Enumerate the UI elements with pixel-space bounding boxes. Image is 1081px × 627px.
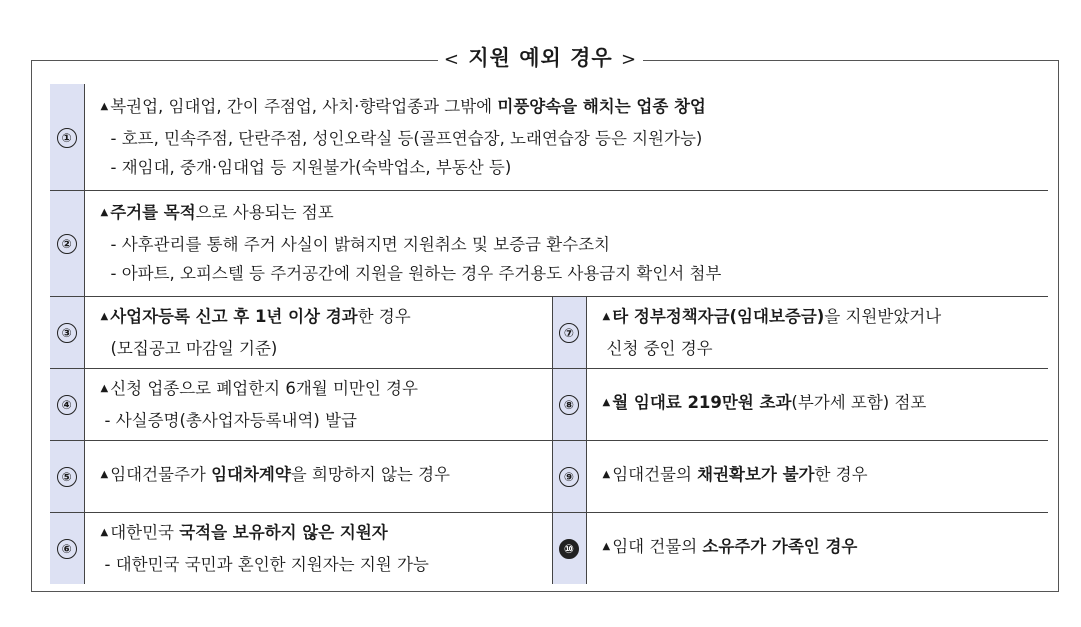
row-number: ⑤ — [50, 440, 84, 512]
title-close-bracket: > — [620, 49, 638, 70]
section-title — [0, 42, 1081, 72]
triangle-bullet-icon: ▲ — [100, 469, 109, 480]
title-text: 지원 예외 경우 — [468, 46, 613, 70]
row-number: ⑧ — [552, 368, 586, 440]
triangle-bullet-icon: ▲ — [100, 310, 109, 322]
row-content: ▲ 타 정부정책자금(임대보증금)을 지원받았거나 신청 중인 경우 — [586, 296, 1048, 368]
row-content — [84, 84, 1048, 190]
row-main-line: ▲ 복권업, 임대업, 간이 주점업, 사치·향락업종과 그밖에 미풍양속을 해치는 업종 창업 — [100, 96, 706, 116]
row-content: ▲ 월 임대료 219만원 초과(부가세 포함) 점포 — [586, 368, 1048, 440]
row-number: ⑩ — [552, 512, 586, 584]
table-row — [50, 84, 1048, 190]
row-number: ⑦ — [552, 296, 586, 368]
table-row — [50, 296, 1048, 368]
row-content: ▲ 대한민국 국적을 보유하지 않은 지원자 - 대한민국 국민과 혼인한 지원자는 지원 가능 — [100, 522, 429, 574]
row-number: ② — [50, 190, 84, 296]
row-number: ③ — [50, 296, 84, 368]
row-number: ⑥ — [50, 512, 84, 584]
table-row — [50, 190, 1048, 296]
row-content: ▲ 사업자등록 신고 후 1년 이상 경과한 경우 (모집공고 마감일 기준) — [84, 296, 552, 368]
row-number: ① — [50, 84, 84, 190]
row-content: ▲ 임대건물주가 임대차계약을 희망하지 않는 경우 — [84, 440, 552, 512]
row-number: ④ — [50, 368, 84, 440]
row-content: ▲ 임대 건물의 소유주가 가족인 경우 — [602, 537, 858, 557]
triangle-bullet-icon: ▲ — [602, 397, 611, 408]
row-content: ▲ 임대건물의 채권확보가 불가한 경우 — [586, 440, 1048, 512]
row-sub-line: - 사후관리를 통해 주거 사실이 밝혀지면 지원취소 및 보증금 환수조치 — [110, 235, 610, 254]
row-number: ⑨ — [552, 440, 586, 512]
row-sub-line: - 재임대, 중개·임대업 등 지원불가(숙박업소, 부동산 등) — [110, 157, 512, 177]
triangle-bullet-icon: ▲ — [602, 469, 611, 480]
exception-table — [50, 84, 1048, 584]
row-content — [84, 190, 1048, 296]
triangle-bullet-icon: ▲ — [100, 526, 109, 538]
row-sub-line: - 아파트, 오피스텔 등 주거공간에 지원을 원하는 경우 주거용도 사용금지 확인서 첨부 — [110, 264, 722, 283]
table-row — [50, 512, 1048, 584]
row-content: ▲ 신청 업종으로 폐업한지 6개월 미만인 경우 - 사실증명(총사업자등록내역) 발급 — [84, 368, 552, 440]
row-main-line: ▲ 주거를 목적으로 사용되는 점포 — [100, 203, 334, 222]
triangle-bullet-icon: ▲ — [100, 382, 109, 394]
triangle-bullet-icon: ▲ — [602, 310, 611, 322]
triangle-bullet-icon: ▲ — [100, 100, 109, 112]
triangle-bullet-icon: ▲ — [100, 207, 109, 218]
table-row — [50, 440, 1048, 512]
triangle-bullet-icon: ▲ — [602, 541, 611, 553]
row-sub-line: - 호프, 민속주점, 단란주점, 성인오락실 등(골프연습장, 노래연습장 등은 지원가능) — [110, 128, 703, 148]
title-open-bracket: < — [443, 49, 461, 70]
table-row — [50, 368, 1048, 440]
